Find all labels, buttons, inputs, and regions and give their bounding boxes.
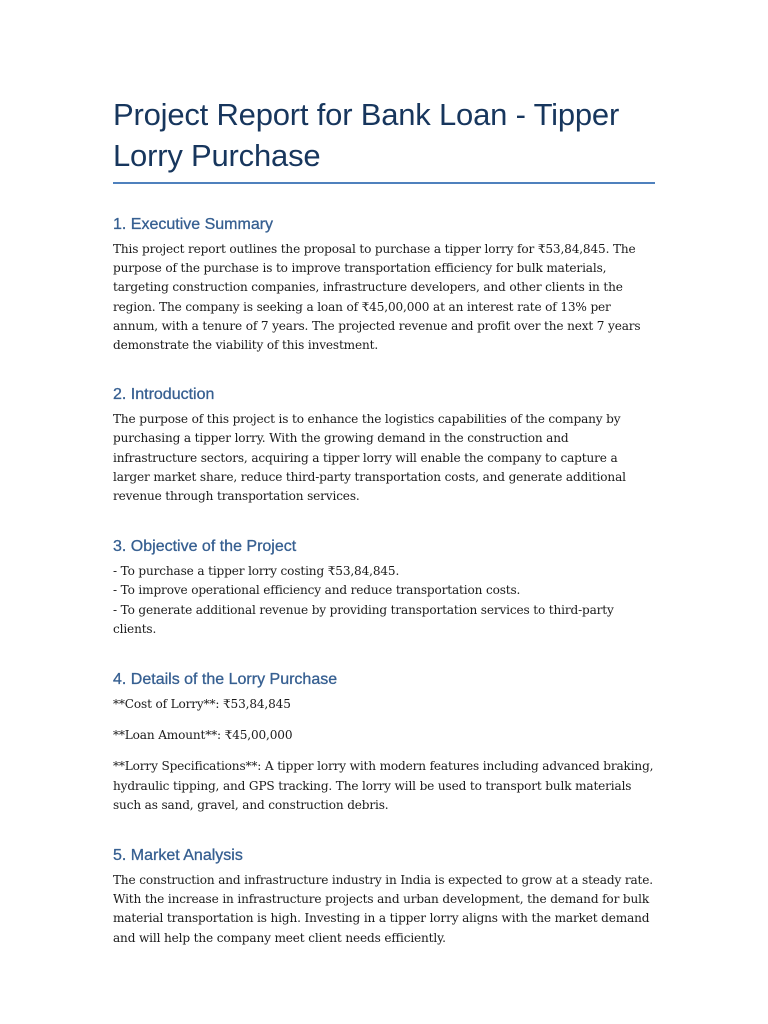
- introduction-paragraph: The purpose of this project is to enhance the logistics capabilities of the company by purchasing a tipper lorry. With the growing demand in the construction and infrastructure sectors, acquiring a tipper lorry will enable the company to capture a larger market share, reduce third-party transportation costs, and generate additional revenue through transportation services.: [113, 412, 626, 504]
- section-heading-introduction: 2. Introduction: [113, 386, 215, 404]
- list-item: - To generate additional revenue by providing transportation services to third-party clients.: [113, 602, 614, 636]
- executive-summary-paragraph: This project report outlines the proposal to purchase a tipper lorry for ₹53,84,845. The purpose of the purchase is to improve transportation efficiency for bulk materials, targeting construction companies, infrastructure developers, and other clients in the region. The company is seeking a loan of ₹45,00,000 at an interest rate of 13% per annum, with a tenure of 7 years. The projected revenue and profit over the next 7 years demonstrate the viability of this investment.: [113, 242, 641, 353]
- list-item: - To improve operational efficiency and reduce transportation costs.: [113, 583, 521, 598]
- section-heading-executive-summary: 1. Executive Summary: [113, 216, 274, 233]
- lorry-cost-line: **Cost of Lorry**: ₹53,84,845: [113, 697, 291, 712]
- market-analysis-paragraph: The construction and infrastructure industry in India is expected to grow at a steady rate. With the increase in infrastructure projects and urban development, the demand for bulk material transportation is high. Investing in a tipper lorry aligns with the market demand and will help the company meet client needs efficiently.: [113, 873, 653, 945]
- objective-list: [113, 562, 655, 639]
- document-page: [113, 94, 655, 948]
- section-introduction: [113, 384, 655, 506]
- section-lorry-details: [113, 669, 655, 815]
- title-divider: [113, 182, 655, 184]
- section-heading-lorry-details: 4. Details of the Lorry Purchase: [113, 671, 338, 689]
- section-heading-market-analysis: 5. Market Analysis: [113, 847, 243, 865]
- section-heading-objective: 3. Objective of the Project: [113, 538, 297, 556]
- section-market-analysis: [113, 845, 655, 948]
- lorry-specifications-paragraph: **Lorry Specifications**: A tipper lorry with modern features including advanced braking, hydraulic tipping, and GPS tracking. The lorry will be used to transport bulk materials such as sand, gravel, and construction debris.: [113, 759, 654, 812]
- loan-amount-line: **Loan Amount**: ₹45,00,000: [113, 728, 293, 743]
- section-executive-summary: [113, 214, 655, 355]
- document-title: Project Report for Bank Loan - Tipper Lorry Purchase: [113, 97, 620, 173]
- section-objective: [113, 536, 655, 639]
- list-item: - To purchase a tipper lorry costing ₹53,84,845.: [113, 564, 400, 579]
